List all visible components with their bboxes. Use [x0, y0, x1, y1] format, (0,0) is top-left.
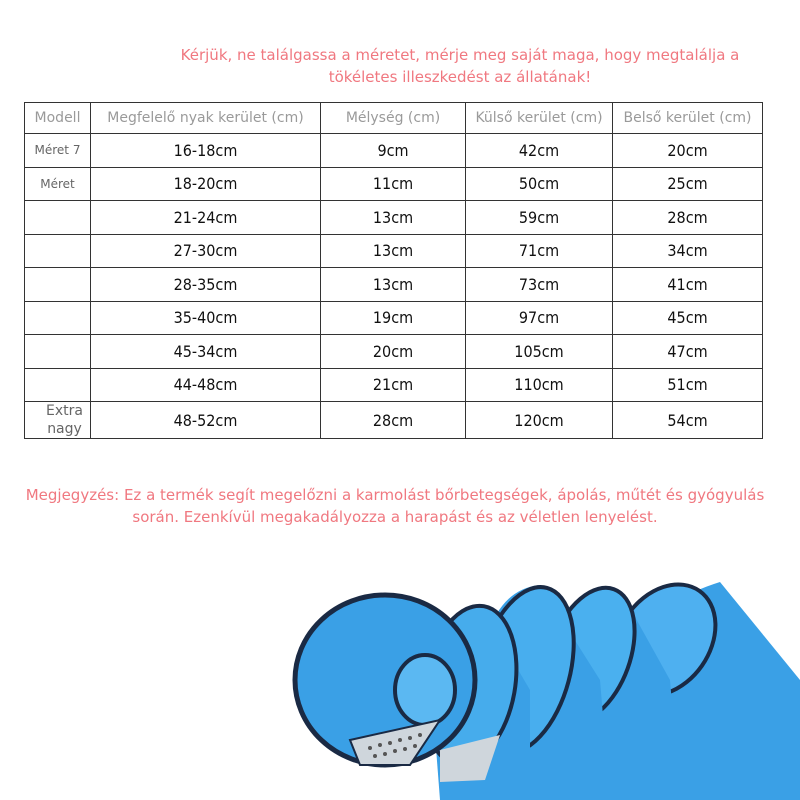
cone-1	[295, 595, 475, 765]
header-model: Modell	[25, 103, 91, 134]
cell-inner: 51cm	[613, 368, 763, 402]
table-row	[25, 201, 763, 235]
header-inner: Belső kerület (cm)	[613, 103, 763, 134]
cell-outer: 71cm	[466, 234, 613, 268]
cell-depth: 28cm	[321, 402, 466, 439]
cell-inner: 34cm	[613, 234, 763, 268]
cell-neck: 21-24cm	[91, 201, 321, 235]
cell-depth: 13cm	[321, 201, 466, 235]
header-outer: Külső kerület (cm)	[466, 103, 613, 134]
header-depth: Mélység (cm)	[321, 103, 466, 134]
cell-model	[25, 301, 91, 335]
cell-model: Méret	[25, 167, 91, 201]
cell-inner: 20cm	[613, 134, 763, 168]
table-row	[25, 167, 763, 201]
cell-depth: 19cm	[321, 301, 466, 335]
cell-model	[25, 268, 91, 302]
cell-outer: 50cm	[466, 167, 613, 201]
header-row	[25, 103, 763, 134]
cone-collars-illustration	[290, 560, 800, 800]
cell-model	[25, 234, 91, 268]
cell-neck: 48-52cm	[91, 402, 321, 439]
cell-outer: 120cm	[466, 402, 613, 439]
table-row	[25, 335, 763, 369]
cell-model: Méret 7	[25, 134, 91, 168]
cell-inner: 28cm	[613, 201, 763, 235]
cell-outer: 110cm	[466, 368, 613, 402]
cell-inner: 41cm	[613, 268, 763, 302]
table-row	[25, 368, 763, 402]
table-row	[25, 268, 763, 302]
cell-model	[25, 201, 91, 235]
table-row	[25, 402, 763, 439]
cell-neck: 16-18cm	[91, 134, 321, 168]
cell-neck: 27-30cm	[91, 234, 321, 268]
product-note: Megjegyzés: Ez a termék segít megelőzni a karmolást bőrbetegségek, ápolás, műtét és gyógyulás során. Ezenkívül megakadályozza a harapást és az véletlen lenyelést.	[25, 486, 765, 526]
cell-model: Extra nagy	[25, 402, 91, 439]
cell-depth: 13cm	[321, 268, 466, 302]
measurement-warning: Kérjük, ne találgassa a méretet, mérje meg saját maga, hogy megtalálja a tökéletes illeszkedést az állatának!	[180, 46, 740, 86]
cell-inner: 45cm	[613, 301, 763, 335]
cell-inner: 25cm	[613, 167, 763, 201]
cell-outer: 59cm	[466, 201, 613, 235]
cell-model	[25, 368, 91, 402]
cell-neck: 45-34cm	[91, 335, 321, 369]
cell-outer: 42cm	[466, 134, 613, 168]
cell-inner: 54cm	[613, 402, 763, 439]
table-row	[25, 301, 763, 335]
cell-neck: 28-35cm	[91, 268, 321, 302]
cell-inner: 47cm	[613, 335, 763, 369]
cell-depth: 13cm	[321, 234, 466, 268]
cell-depth: 20cm	[321, 335, 466, 369]
cell-outer: 73cm	[466, 268, 613, 302]
cell-model	[25, 335, 91, 369]
cell-depth: 11cm	[321, 167, 466, 201]
cell-neck: 18-20cm	[91, 167, 321, 201]
size-table	[24, 102, 763, 439]
table-row	[25, 234, 763, 268]
table-row	[25, 134, 763, 168]
cell-depth: 21cm	[321, 368, 466, 402]
cell-neck: 44-48cm	[91, 368, 321, 402]
cell-outer: 97cm	[466, 301, 613, 335]
cell-depth: 9cm	[321, 134, 466, 168]
header-neck: Megfelelő nyak kerület (cm)	[91, 103, 321, 134]
cell-neck: 35-40cm	[91, 301, 321, 335]
cell-outer: 105cm	[466, 335, 613, 369]
